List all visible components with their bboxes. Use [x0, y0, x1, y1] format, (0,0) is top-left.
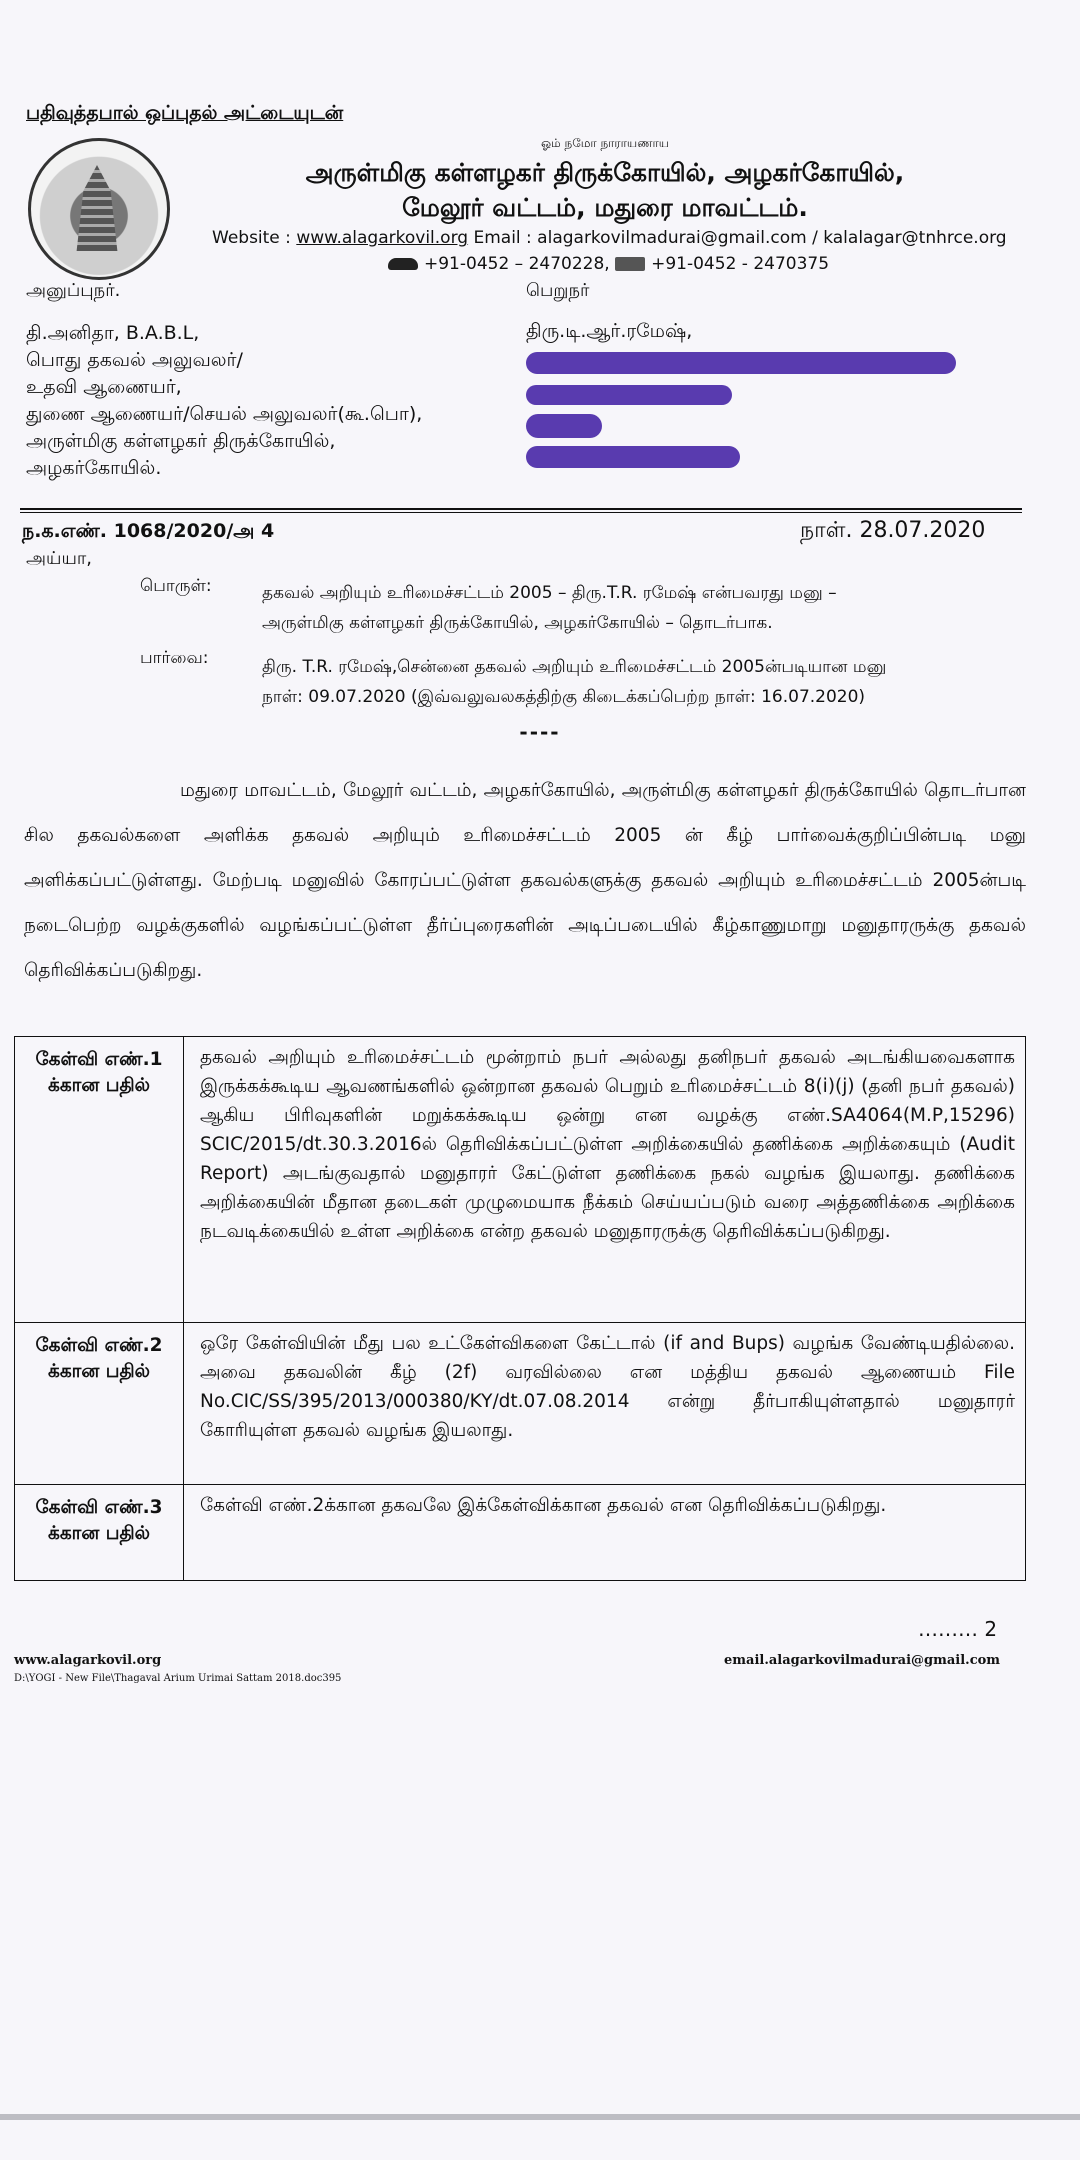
email-label: Email : [473, 228, 532, 248]
sender-label: அனுப்புநர். [26, 280, 121, 301]
body-paragraph: மதுரை மாவட்டம், மேலூர் வட்டம், அழகர்கோயில், அருள்மிகு கள்ளழகர் திருக்கோயில் தொடர்பான சில தகவல்களை அளிக்க தகவல் அறியும் உரிமைச்சட்டம் 2005 ன் கீழ் பார்வைக்குறிப்பின்படி மனு அளிக்கப்பட்டுள்ளது. மேற்படி மனுவில் கோரப்பட்டுள்ள தகவல்களுக்கு தகவல் அறியும் உரிமைச்சட்டம் 2005ன்படி நடைபெற்ற வழக்குகளில் வழங்கப்பட்டுள்ள தீர்ப்புரைகளின் அடிப்படையில் கீழ்காணுமாறு மனுதாரருக்கு தகவல் தெரிவிக்கப்படுகிறது. [24, 780, 1026, 981]
reference-line: திரு. T.R. ரமேஷ்,சென்னை தகவல் அறியும் உரிமைச்சட்டம் 2005ன்படியான மனு [262, 657, 887, 677]
page-continuation: ……… 2 [918, 1617, 998, 1641]
question-cell: கேள்வி எண்.3 க்கான பதில் [15, 1485, 184, 1581]
footer-website[interactable]: www.alagarkovil.org [14, 1653, 162, 1668]
answer-cell: தகவல் அறியும் உரிமைச்சட்டம் மூன்றாம் நபர் அல்லது தனிநபர் தகவல் அடங்கியவைகளாக இருக்கக்கூடிய ஆவணங்களில் ஒன்றான தகவல் பெறும் உரிமைச்சட்டம் 8(i)(j) (தனி நபர் தகவல்) ஆகிய பிரிவுகளின் மறுக்கக்கூடிய ஒன்று என வழக்கு எண்.SA4064(M.P,15296) SCIC/2015/dt.30.3.2016ல் தெரிவிக்கப்பட்டுள்ள அறிக்கையில் தணிக்கை அறிக்கையும் (Audit Report) அடங்குவதால் மனுதாரர் கேட்டுள்ள தணிக்கை நகல் வழங்க இயலாது. தணிக்கை அறிக்கையின் மீதான தடைகள் முழுமையாக நீக்கம் செய்யப்படும் வரை அத்தணிக்கை அறிக்கை நடவடிக்கையில் உள்ள அறிக்கை என்ற தகவல் மனுதாரருக்கு தெரிவிக்கப்படுகிறது. [184, 1037, 1026, 1323]
table-row [15, 1037, 1026, 1323]
redaction-mark [526, 385, 732, 405]
reference-label: பார்வை: [140, 648, 209, 668]
answer-cell: ஒரே கேள்வியின் மீது பல உட்கேள்விகளை கேட்டால் (if and Bups) வழங்க வேண்டியதில்லை. அவை தகவலின் கீழ் (2f) வரவில்லை என மத்திய தகவல் ஆணையம் File No.CIC/SS/395/2013/000380/KY/dt.07.08.2014 என்று தீர்பாகியுள்ளதால் மனுதாரர் கோரியுள்ள தகவல் வழங்க இயலாது. [184, 1323, 1026, 1485]
sender-line: பொது தகவல் அலுவலர்/ [26, 349, 243, 371]
recipient-label: பெறுநர் [526, 280, 590, 301]
table-row [15, 1485, 1026, 1581]
sender-line: துணை ஆணையர்/செயல் அலுவலர்(கூ.பொ), [26, 403, 423, 425]
footer-email[interactable]: email.alagarkovilmadurai@gmail.com [724, 1653, 1001, 1668]
recipient-name: திரு.டி.ஆர்.ரமேஷ், [526, 320, 693, 342]
sender-block [26, 320, 422, 482]
temple-title: அருள்மிகு கள்ளழகர் திருக்கோயில், அழகர்கோயில், [305, 158, 905, 187]
fax-icon [615, 257, 645, 271]
telephone-icon [388, 258, 418, 270]
redaction-mark [526, 352, 956, 374]
website-link[interactable]: www.alagarkovil.org [296, 228, 469, 248]
subject-label: பொருள்: [140, 576, 212, 596]
subject-line: அருள்மிகு கள்ளழகர் திருக்கோயில், அழகர்கோயில் – தொடர்பாக. [262, 613, 773, 633]
registered-post-stamp: பதிவுத்தபால் ஒப்புதல் அட்டையுடன் [26, 102, 344, 124]
divider [20, 508, 1022, 510]
question-cell: கேள்வி எண்.2 க்கான பதில் [15, 1323, 184, 1485]
qa-table [14, 1036, 1026, 1581]
table-row [15, 1323, 1026, 1485]
redaction-mark [526, 414, 602, 438]
separator: ---- [519, 720, 561, 744]
question-cell: கேள்வி எண்.1 க்கான பதில் [15, 1037, 184, 1323]
answer-cell: கேள்வி எண்.2க்கான தகவலே இக்கேள்விக்கான தகவல் என தெரிவிக்கப்படுகிறது. [184, 1485, 1026, 1581]
invocation: ஓம் நமோ நாராயணாய [540, 136, 670, 150]
phone-number: +91-0452 – 2470228, [424, 254, 610, 274]
scan-edge [0, 2114, 1080, 2120]
sender-line: அருள்மிகு கள்ளழகர் திருக்கோயில், [26, 430, 336, 452]
website-label: Website : [212, 228, 291, 248]
sender-line: தி.அனிதா, B.A.B.L, [26, 322, 200, 344]
subject-line: தகவல் அறியும் உரிமைச்சட்டம் 2005 – திரு.T.R. ரமேஷ் என்பவரது மனு – [262, 583, 837, 603]
divider [20, 512, 1022, 513]
fax-number: +91-0452 - 2470375 [651, 254, 830, 274]
contact-web-email [212, 228, 1007, 248]
sender-line: அழகர்கோயில். [26, 457, 162, 479]
subject-text [262, 578, 1022, 638]
footer-file-path: D:\YOGI - New File\Thagaval Arium Urimai Sattam 2018.doc395 [14, 1673, 342, 1684]
email-addresses[interactable]: alagarkovilmadurai@gmail.com / kalalagar@tnhrce.org [537, 228, 1007, 248]
contact-phone [388, 254, 829, 274]
salutation: அய்யா, [26, 548, 92, 569]
reference-line: நாள்: 09.07.2020 (இவ்வலுவலகத்திற்கு கிடைக்கப்பெற்ற நாள்: 16.07.2020) [262, 687, 866, 707]
letter-date: நாள். 28.07.2020 [800, 518, 986, 543]
temple-location: மேலூர் வட்டம், மதுரை மாவட்டம். [402, 193, 808, 222]
reference-text [262, 652, 1022, 712]
reference-number: ந.க.எண். 1068/2020/அ 4 [22, 520, 275, 542]
sender-line: உதவி ஆணையர், [26, 376, 182, 398]
redaction-mark [526, 446, 740, 468]
